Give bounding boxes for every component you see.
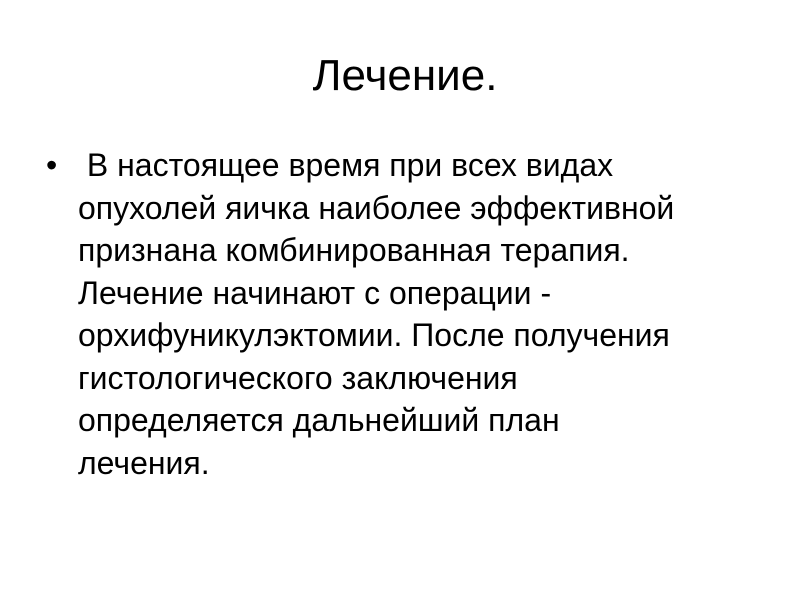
bullet-text-line: опухолей яичка наиболее эффективной bbox=[78, 189, 675, 226]
bullet-text-line: Лечение начинают с операции - bbox=[78, 274, 552, 311]
slide-title: Лечение. bbox=[312, 51, 498, 100]
bullet-list bbox=[46, 144, 766, 484]
bullet-marker: • bbox=[46, 147, 58, 183]
bullet-text-line: лечения. bbox=[78, 444, 210, 481]
bullet-text-line: орхифуникулэктомии. После получения bbox=[78, 317, 670, 353]
bullet-text-line: определяется дальнейший план bbox=[78, 402, 560, 438]
bullet-text-line: признана комбинированная терапия. bbox=[78, 232, 630, 268]
bullet-text-line: гистологического заключения bbox=[78, 359, 518, 396]
bullet-text-line: В настоящее время при всех видах bbox=[78, 147, 614, 183]
bullet-item bbox=[46, 144, 766, 484]
